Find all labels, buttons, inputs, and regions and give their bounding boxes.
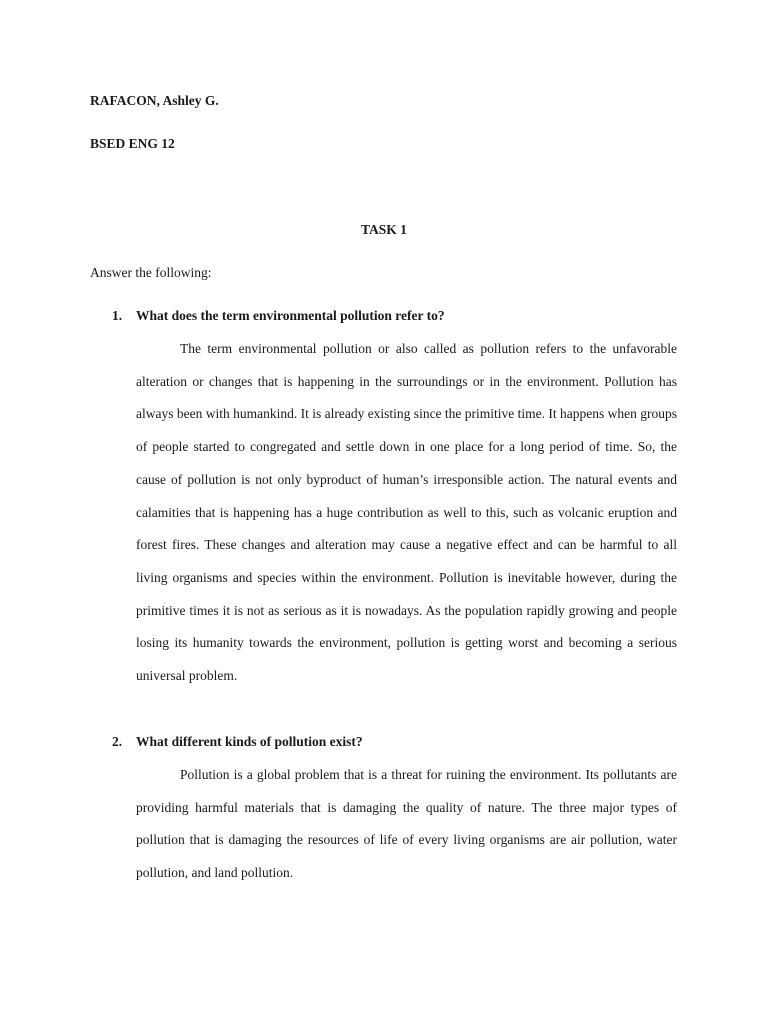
instruction-text: Answer the following: xyxy=(90,265,212,280)
question-1-text: What does the term environmental pollution refer to? xyxy=(136,308,445,323)
question-1-number: 1. xyxy=(112,308,123,323)
question-1 xyxy=(112,308,445,324)
answer-1-paragraph: The term environmental pollution or also called as pollution refers to the unfavorable alteration or changes that is happening in the surroundings or in the environment. Pollution has always been with humankind. It is already existing since the primitive time. It happens when groups of people started to congregated and settle down in one place for a long period of time. So, the cause of pollution is not only byproduct of human’s irresponsible action. The natural events and calamities that is happening has a huge contribution as well to this, such as volcanic eruption and forest fires. These changes and alteration may cause a negative effect and can be harmful to all living organisms and species within the environment. Pollution is inevitable however, during the primitive times it is not as serious as it is nowadays. As the population rapidly growing and people losing its humanity towards the environment, pollution is getting worst and becoming a serious universal problem. xyxy=(136,341,678,684)
question-2-number: 2. xyxy=(112,734,123,749)
student-course: BSED ENG 12 xyxy=(90,136,175,151)
answer-2-paragraph: Pollution is a global problem that is a threat for ruining the environment. Its pollutants are providing harmful materials that is damaging the quality of nature. The three major types of pollution that is damaging the resources of life of every living organisms are air pollution, water pollution, and land pollution. xyxy=(136,767,677,881)
question-2-text: What different kinds of pollution exist? xyxy=(136,734,363,749)
student-name: RAFACON, Ashley G. xyxy=(90,93,219,108)
document-title: TASK 1 xyxy=(361,222,407,237)
question-2 xyxy=(112,734,363,750)
